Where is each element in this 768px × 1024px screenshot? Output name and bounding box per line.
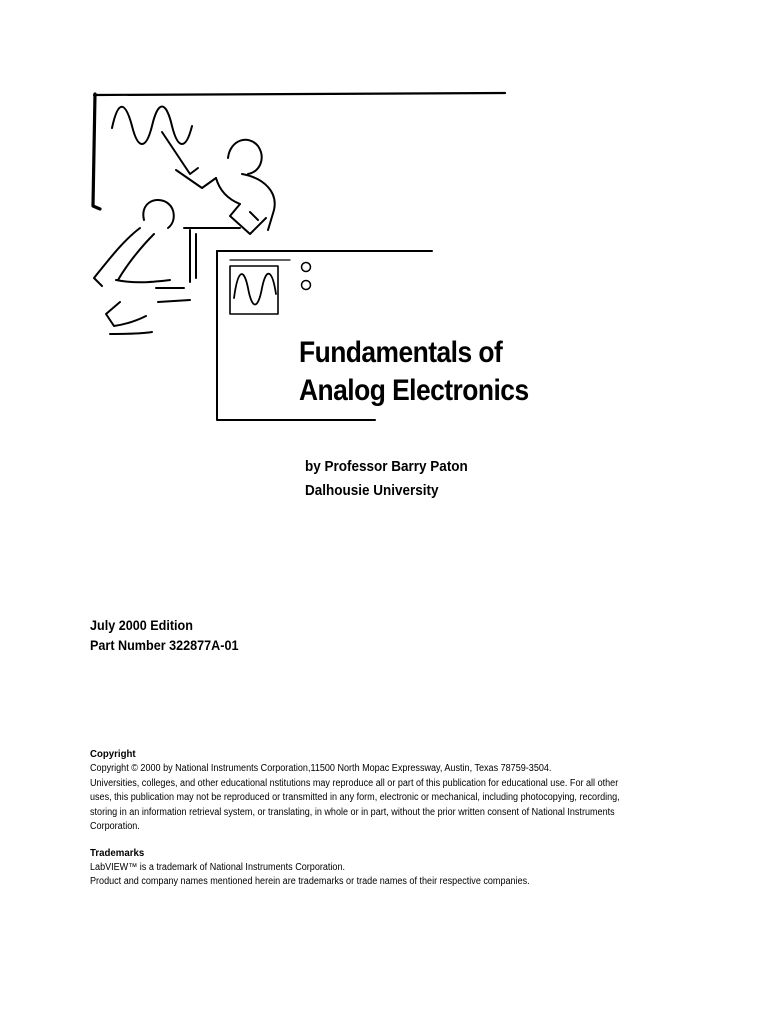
edition-date: July 2000 Edition [90, 617, 193, 633]
part-number: Part Number 322877A-01 [90, 637, 239, 653]
edition-block [90, 615, 490, 655]
trademarks-heading: Trademarks [90, 846, 145, 859]
copyright-heading: Copyright [90, 748, 136, 760]
title-line-2: Analog Electronics [299, 374, 529, 407]
trademarks-line: Product and company names mentioned herein are trademarks or trade names of their respective companies. [90, 876, 530, 887]
author-affiliation: Dalhousie University [305, 482, 439, 499]
copyright-line: Copyright © 2000 by National Instruments Corporation,11500 North Mopac Expressway, Austin, Texas 78759-3504. [90, 763, 552, 774]
copyright-line: Corporation. [90, 821, 140, 832]
copyright-line: storing in an information retrieval system, or translating, in whole or in part, without the prior written consent of National Instruments [90, 806, 615, 818]
copyright-line: Universities, colleges, and other educational nstitutions may reproduce all or part of this publication for educational use. For all other [90, 777, 619, 789]
legal-notices [90, 747, 690, 890]
title-line-1: Fundamentals of [299, 336, 503, 369]
copyright-line: uses, this publication may not be reproduced or transmitted in any form, electronic or mechanical, including photocopying, recording, [90, 792, 620, 803]
author-name: by Professor Barry Paton [305, 458, 468, 475]
author-block [305, 455, 685, 503]
copyright-section [90, 747, 690, 835]
document-title [299, 334, 719, 410]
trademarks-line: LabVIEW™ is a trademark of National Instruments Corporation. [90, 861, 346, 873]
trademarks-section [90, 846, 690, 890]
